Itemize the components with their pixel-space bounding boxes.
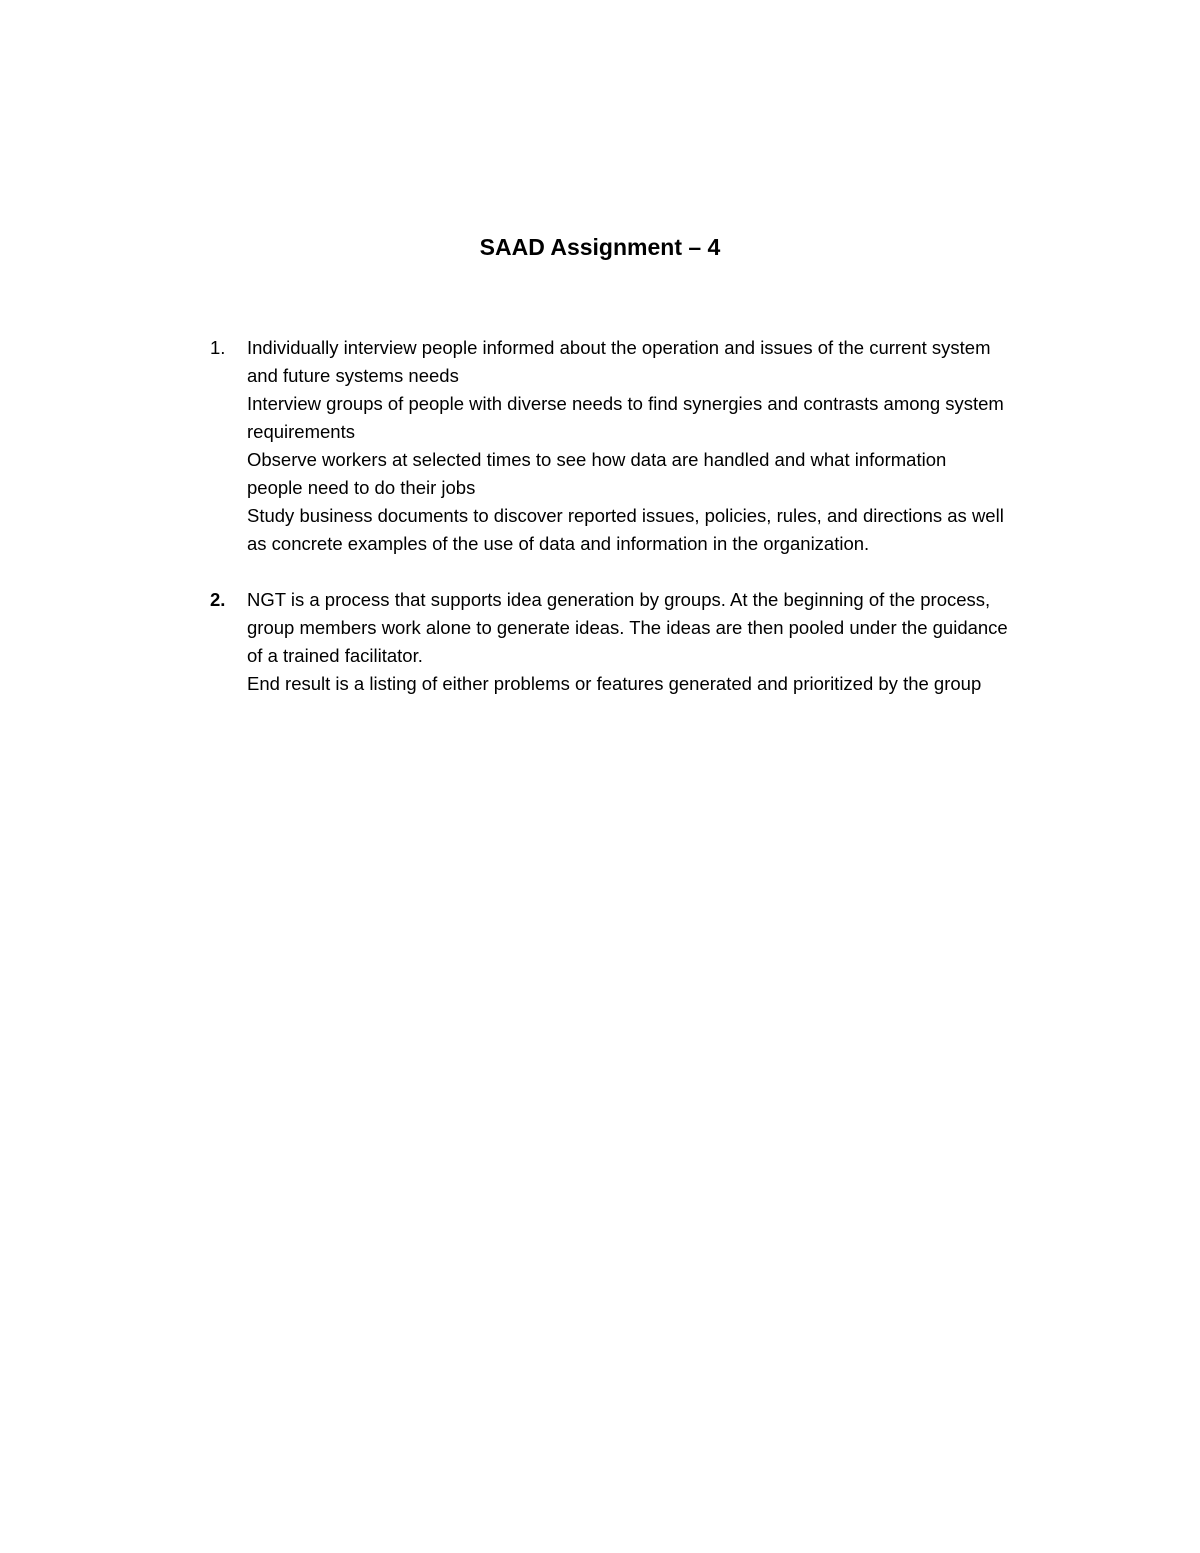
text-line: group members work alone to generate ideas. The ideas are then pooled under the guidance <box>247 617 1008 638</box>
list-item-text <box>247 586 1070 698</box>
text-line: requirements <box>247 421 355 442</box>
text-line: NGT is a process that supports idea generation by groups. At the beginning of the process, <box>247 589 991 610</box>
list-item <box>210 334 1070 558</box>
text-line: people need to do their jobs <box>247 477 476 498</box>
document-title: SAAD Assignment – 4 <box>479 234 721 260</box>
text-line: as concrete examples of the use of data and information in the organization. <box>247 533 870 554</box>
list-item-number: 2. <box>210 589 226 610</box>
text-line: Individually interview people informed about the operation and issues of the current system <box>247 337 991 358</box>
text-line: of a trained facilitator. <box>247 645 423 666</box>
text-line: Study business documents to discover reported issues, policies, rules, and directions as well <box>247 505 1004 526</box>
list-item <box>210 586 1070 698</box>
text-line: Observe workers at selected times to see how data are handled and what information <box>247 449 947 470</box>
list-item-text <box>247 334 1070 558</box>
text-line: and future systems needs <box>247 365 459 386</box>
list-item-number: 1. <box>210 337 226 358</box>
text-line: End result is a listing of either problems or features generated and prioritized by the group <box>247 673 982 694</box>
text-line: Interview groups of people with diverse needs to find synergies and contrasts among system <box>247 393 1004 414</box>
